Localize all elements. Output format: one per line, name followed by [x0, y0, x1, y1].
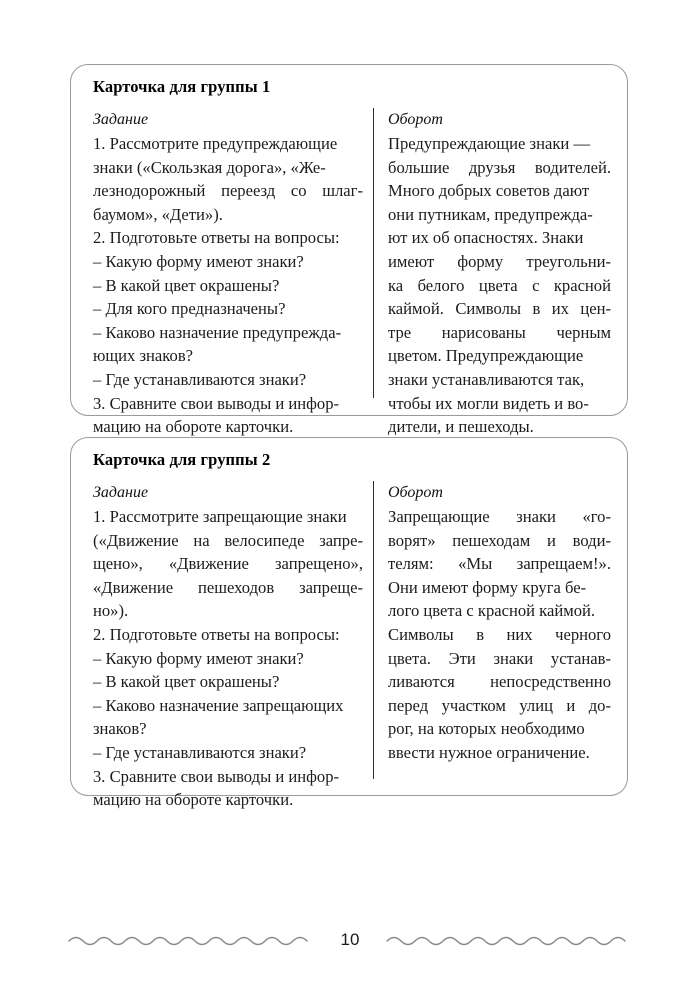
- text-line: 1. Рассмотрите предупреждающие: [93, 134, 338, 153]
- text-line: большие друзья водителей.: [388, 157, 611, 177]
- text-line: лезнодорожный переезд со шлаг-: [93, 181, 363, 201]
- text-line: ющих знаков?: [93, 346, 194, 366]
- task-heading: Задание: [93, 484, 149, 501]
- text-line: («Движение на велосипеде запре-: [93, 530, 363, 550]
- back-text: [388, 132, 611, 439]
- text-line: 3. Сравните свои выводы и инфор-: [93, 766, 340, 786]
- card-back-column: [374, 481, 627, 812]
- text-line: дители, и пешеходы.: [388, 417, 534, 437]
- group-card-1: [70, 64, 628, 437]
- text-line: имеют форму треугольни-: [388, 251, 611, 271]
- text-line: знаки устанавливаются так,: [388, 369, 585, 389]
- group-card-2: [70, 437, 628, 810]
- text-line: Запрещающие знаки «го-: [388, 507, 611, 526]
- task-text: [93, 132, 363, 439]
- card-title: Карточка для группы 2: [93, 450, 271, 469]
- text-line: – Каково назначение предупрежда-: [93, 322, 342, 342]
- wave-ornament-right: [385, 932, 633, 948]
- text-line: рог, на которых необходимо: [388, 719, 585, 739]
- text-line: 3. Сравните свои выводы и инфор-: [93, 393, 340, 413]
- text-line: Они имеют форму круга бе-: [388, 577, 587, 597]
- text-line: чтобы их могли видеть и во-: [388, 393, 589, 413]
- card-body: [71, 481, 627, 812]
- text-line: Предупреждающие знаки —: [388, 134, 591, 153]
- text-line: ливаются непосредственно: [388, 672, 611, 692]
- text-line: – В какой цвет окрашены?: [93, 275, 280, 295]
- text-line: ка белого цвета с красной: [388, 275, 611, 295]
- text-line: – В какой цвет окрашены?: [93, 672, 280, 692]
- text-line: перед участком улиц и до-: [388, 695, 611, 715]
- back-heading: Оборот: [388, 111, 443, 128]
- text-line: щено», «Движение запрещено»,: [93, 554, 363, 574]
- text-line: – Каково назначение запрещающих: [93, 695, 344, 715]
- card-title: Карточка для группы 1: [93, 77, 271, 96]
- text-line: мацию на обороте карточки.: [93, 417, 294, 437]
- wave-ornament-left: [67, 932, 315, 948]
- text-line: – Где устанавливаются знаки?: [93, 369, 307, 389]
- card-task-column: [71, 108, 373, 439]
- text-line: 2. Подготовьте ответы на вопросы:: [93, 624, 340, 644]
- text-line: ют их об опасностях. Знаки: [388, 228, 584, 248]
- text-line: ворят» пешеходам и води-: [388, 530, 611, 550]
- card-body: [71, 108, 627, 439]
- text-line: тре нарисованы черным: [388, 322, 611, 342]
- text-line: телям: «Мы запрещаем!».: [388, 554, 611, 574]
- text-line: знаки («Скользкая дорога», «Же-: [93, 157, 326, 177]
- page-number: 10: [340, 930, 360, 949]
- card-back-column: [374, 108, 627, 439]
- back-heading: Оборот: [388, 484, 443, 501]
- text-line: «Движение пешеходов запреще-: [93, 577, 363, 597]
- text-line: цветом. Предупреждающие: [388, 346, 584, 366]
- text-line: каймой. Символы в их цен-: [388, 299, 611, 319]
- text-line: мацию на обороте карточки.: [93, 790, 294, 810]
- text-line: ввести нужное ограничение.: [388, 742, 590, 762]
- text-line: но»).: [93, 601, 129, 621]
- text-line: баумом», «Дети»).: [93, 204, 223, 224]
- text-line: – Какую форму имеют знаки?: [93, 648, 304, 668]
- text-line: Символы в них черного: [388, 624, 611, 644]
- text-line: – Где устанавливаются знаки?: [93, 742, 307, 762]
- task-text: [93, 505, 363, 812]
- text-line: – Для кого предназначены?: [93, 299, 286, 319]
- card-task-column: [71, 481, 373, 812]
- text-line: цвета. Эти знаки устанав-: [388, 648, 611, 668]
- text-line: 2. Подготовьте ответы на вопросы:: [93, 228, 340, 248]
- text-line: 1. Рассмотрите запрещающие знаки: [93, 507, 347, 526]
- text-line: они путникам, предупрежда-: [388, 204, 593, 224]
- page-footer: [0, 920, 700, 960]
- text-line: лого цвета с красной каймой.: [388, 601, 596, 621]
- text-line: знаков?: [93, 719, 147, 739]
- task-heading: Задание: [93, 111, 149, 128]
- text-line: Много добрых советов дают: [388, 181, 590, 201]
- back-text: [388, 505, 611, 765]
- text-line: – Какую форму имеют знаки?: [93, 251, 304, 271]
